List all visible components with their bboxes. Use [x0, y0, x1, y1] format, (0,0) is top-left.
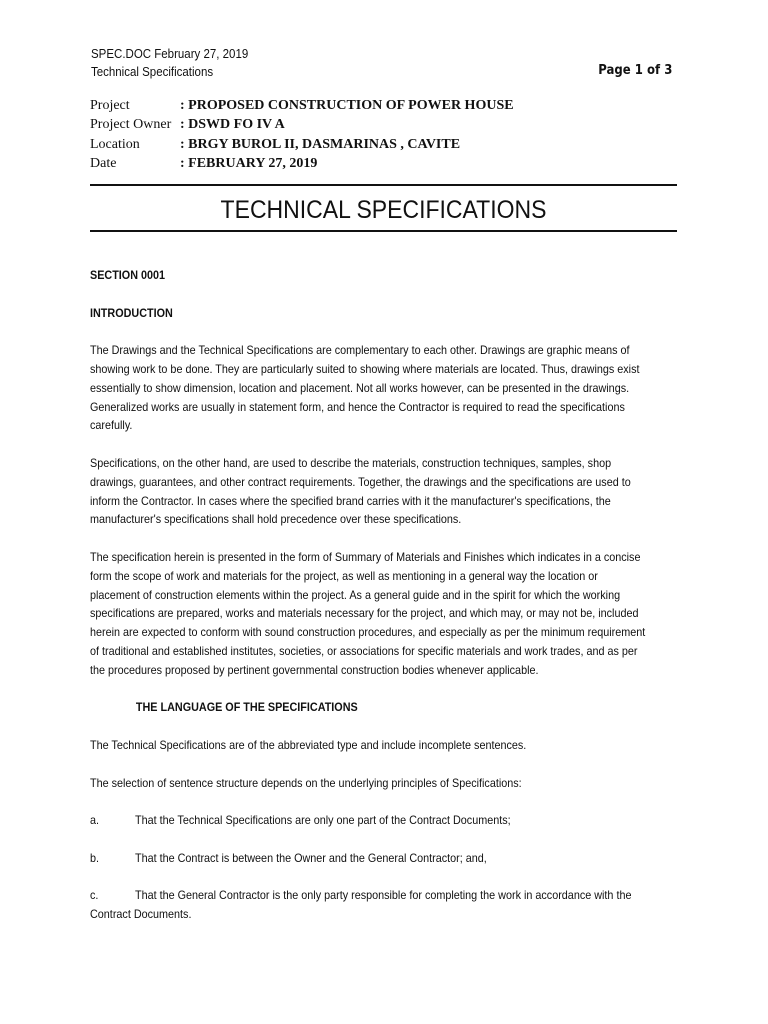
language-heading: THE LANGUAGE OF THE SPECIFICATIONS [135, 700, 358, 715]
header-subtitle: Technical Specifications [91, 65, 214, 79]
page-header [91, 45, 625, 81]
text-line: of traditional and established institutes, societies, or associations for specific materials and work trades, and as per [90, 643, 638, 658]
text-line: inform the Contractor. In cases where the specified brand carries with it the manufacturer's specifications, the [90, 493, 611, 508]
language-paragraph-1: The Technical Specifications are of the abbreviated type and include incomplete sentences. [90, 737, 527, 752]
text-line: showing work to be done. They are particularly suited to showing where materials are located. Thus, drawings exist [90, 361, 640, 376]
list-marker: a. [90, 813, 100, 828]
location-row [90, 135, 514, 154]
location-label: Location [90, 136, 140, 152]
text-line: The Drawings and the Technical Specifications are complementary to each other. Drawings are graphic means of [90, 343, 630, 358]
project-value: : PROPOSED CONSTRUCTION OF POWER HOUSE [180, 98, 514, 113]
text-line: essentially to show dimension, location and placement. Not all works however, can be presented in the drawings. [90, 380, 630, 395]
document-body [90, 266, 662, 924]
list-text-continued: Contract Documents. [90, 907, 192, 922]
text-line: form the scope of work and materials for the project, as well as mentioning in a general way the location or [90, 568, 598, 583]
list-text: That the Contract is between the Owner and the General Contractor; and, [135, 850, 487, 865]
intro-paragraph-1 [90, 341, 662, 435]
text-line: carefully. [90, 418, 133, 433]
list-marker: b. [90, 850, 100, 865]
text-line: drawings, guarantees, and other contract requirements. Together, the drawings and the specifications are used to [90, 474, 631, 489]
project-row [90, 96, 514, 115]
date-label: Date [90, 155, 117, 171]
project-owner-label: Project Owner [90, 117, 172, 133]
title-rule-bottom [90, 230, 677, 232]
intro-paragraph-2 [90, 454, 662, 529]
page-number: Page 1 of 3 [597, 63, 672, 78]
date-row [90, 154, 514, 173]
text-line: herein are expected to conform with sound construction procedures, and especially as per the minimum requirement [90, 625, 646, 640]
list-text: That the Technical Specifications are only one part of the Contract Documents; [135, 813, 511, 828]
header-doc-line: SPEC.DOC February 27, 2019 [91, 47, 249, 61]
location-value: : BRGY BUROL II, DASMARINAS , CAVITE [180, 136, 461, 152]
project-owner-row [90, 115, 514, 134]
text-line: Specifications, on the other hand, are used to describe the materials, construction techniques, samples, shop [90, 455, 612, 470]
document-title: TECHNICAL SPECIFICATIONS [220, 196, 547, 224]
project-label: Project [90, 98, 130, 113]
project-owner-value: : DSWD FO IV A [180, 117, 285, 133]
text-line: Generalized works are usually in statement form, and hence the Contractor is required to read the specifications [90, 399, 625, 414]
date-value: : FEBRUARY 27, 2019 [180, 155, 318, 171]
text-line: specifications are prepared, works and materials necessary for the project, and which may, or may not be, included [90, 606, 639, 621]
section-heading: SECTION 0001 [90, 268, 166, 282]
text-line: manufacturer's specifications shall hold precedence over these specifications. [90, 512, 462, 527]
intro-paragraph-3 [90, 548, 662, 680]
text-line: placement of construction elements within the project. As a general guide and in the spirit for which the working [90, 587, 621, 602]
language-paragraph-2: The selection of sentence structure depends on the underlying principles of Specifications: [90, 775, 522, 790]
list-item-b [90, 849, 662, 868]
list-marker: c. [90, 888, 99, 903]
text-line: the procedures proposed by pertinent governmental construction bodies whenever applicable. [90, 662, 539, 677]
list-item-c [90, 886, 662, 905]
list-text: That the General Contractor is the only party responsible for completing the work in accordance with the [135, 888, 632, 903]
title-rule-top [90, 184, 677, 186]
text-line: The specification herein is presented in the form of Summary of Materials and Finishes which indicates in a concise [90, 549, 641, 564]
introduction-heading: INTRODUCTION [90, 305, 173, 320]
project-info [90, 96, 514, 173]
list-item-a [90, 811, 662, 830]
